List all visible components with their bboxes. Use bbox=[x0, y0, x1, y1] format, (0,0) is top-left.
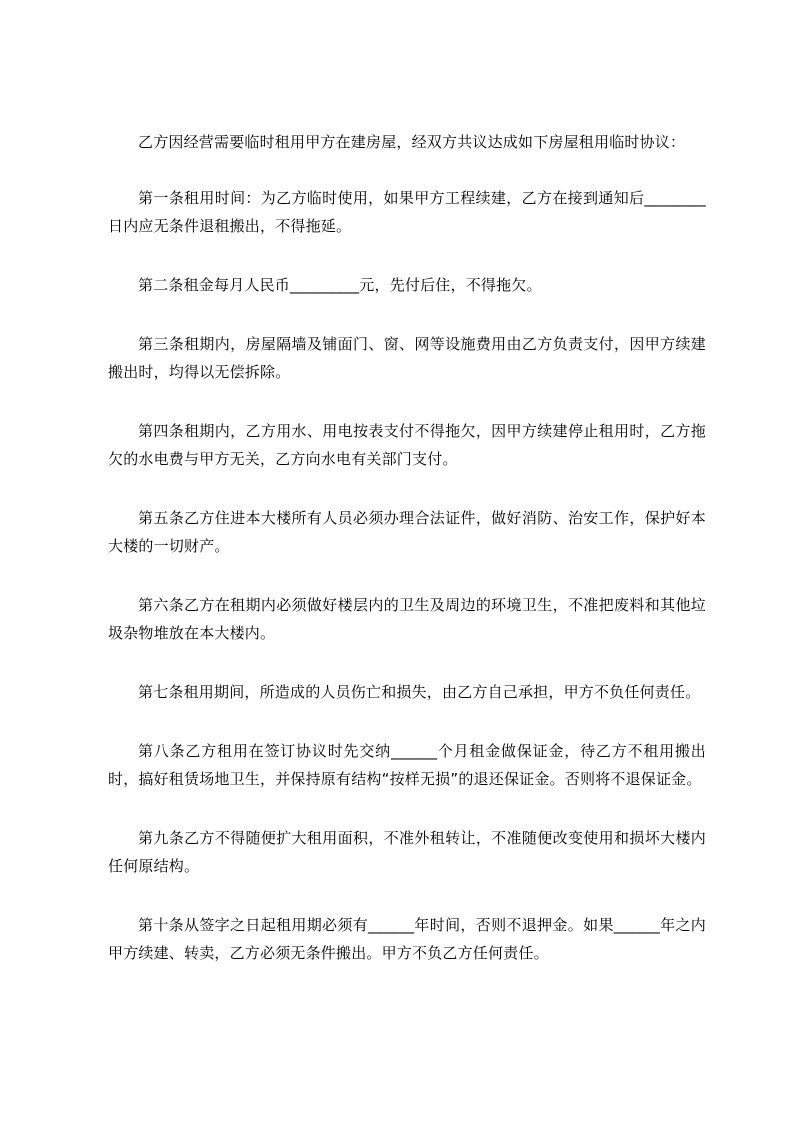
article-10: 第十条从签字之日起租用期必须有______年时间，否则不退押金。如果______年之内甲方续建、转卖，乙方必须无条件搬出。甲方不负乙方任何责任。 bbox=[108, 916, 706, 962]
agreement-body bbox=[108, 128, 706, 998]
article-9: 第九条乙方不得随便扩大租用面积，不准外租转让，不准随便改变使用和损坏大楼内任何原结构。 bbox=[108, 829, 706, 875]
article-2: 第二条租金每月人民币_________元，先付后住，不得拖欠。 bbox=[138, 276, 542, 294]
article-7: 第七条租用期间，所造成的人员伤亡和损失，由乙方自己承担，甲方不负任何责任。 bbox=[138, 683, 701, 701]
article-6: 第六条乙方在租期内必须做好楼层内的卫生及周边的环境卫生，不准把废料和其他垃圾杂物堆放在本大楼内。 bbox=[108, 596, 706, 642]
article-4: 第四条租期内，乙方用水、用电按表支付不得拖欠，因甲方续建停止租用时，乙方拖欠的水电费与甲方无关，乙方向水电有关部门支付。 bbox=[108, 422, 706, 468]
article-1: 第一条租用时间：为乙方临时使用，如果甲方工程续建，乙方在接到通知后________日内应无条件退租搬出，不得拖延。 bbox=[108, 189, 706, 235]
article-8: 第八条乙方租用在签订协议时先交纳______个月租金做保证金，待乙方不租用搬出时，搞好租赁场地卫生，并保持原有结构“按样无损”的退还保证金。否则将不退保证金。 bbox=[108, 742, 706, 788]
intro-paragraph: 乙方因经营需要临时租用甲方在建房屋，经双方共议达成如下房屋租用临时协议： bbox=[138, 133, 686, 151]
article-3: 第三条租期内，房屋隔墙及铺面门、窗、网等设施费用由乙方负责支付，因甲方续建搬出时，均得以无偿拆除。 bbox=[108, 335, 706, 381]
article-5: 第五条乙方住进本大楼所有人员必须办理合法证件，做好消防、治安工作，保护好本大楼的一切财产。 bbox=[108, 509, 706, 555]
